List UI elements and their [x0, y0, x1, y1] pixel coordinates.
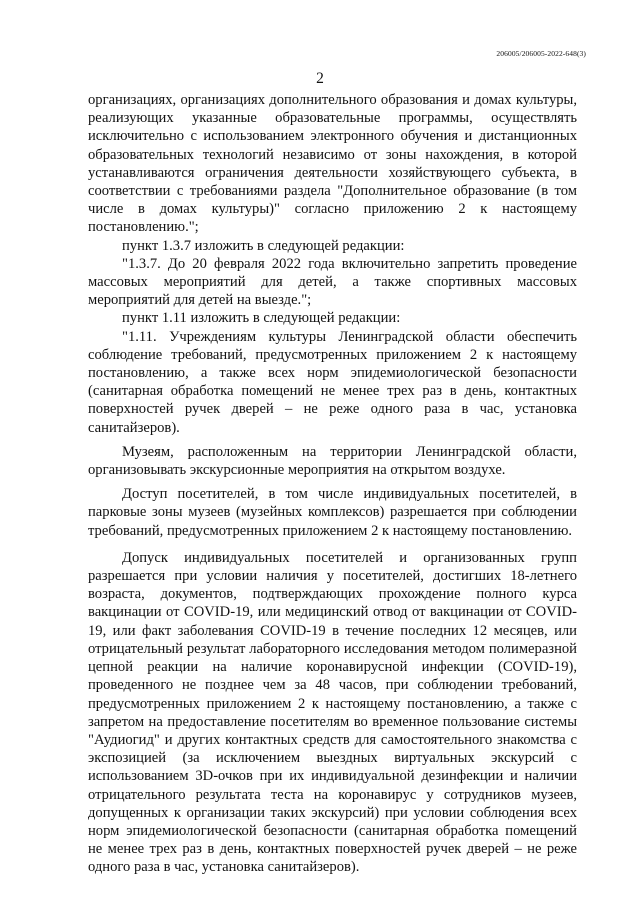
paragraph-clause-1-3-7: "1.3.7. До 20 февраля 2022 года включительно запретить проведение массовых мероприятий для детей, а также спортивных массовых мероприятий для детей на выезде.";: [88, 255, 577, 309]
paragraph-clause-1-11: "1.11. Учреждениям культуры Ленинградской области обеспечить соблюдение требований, предусмотренных приложением 2 к настоящему постановлению, а также всех норм эпидемиологической безопасности (санитарная обработка помещений не менее трех раз в день, контактных поверхностей ручек дверей – не реже одного раза в час, установка санитайзеров).: [88, 328, 577, 436]
paragraph-visitor-admission: Допуск индивидуальных посетителей и организованных групп разрешается при условии наличия у посетителей, достигших 18-летнего возраста, документов, подтверждающих прохождение полного курса вакцинации от COVID-19, или медицинский отвод от вакцинации от COVID-19, или факт заболевания COVID-19 в течение последних 12 месяцев, или отрицательный результат лабораторного исследования методом полимеразной цепной реакции на наличие коронавирусной инфекции (COVID-19), проведенного не позднее чем за 48 часов, при соблюдении требований, предусмотренных приложением 2 к настоящему постановлению, а также с запретом на предоставление посетителям во временное пользование системы "Аудиогид" и других контактных средств для самостоятельного знакомства с экспозицией (за исключением выездных виртуальных экскурсий с использованием 3D-очков при их индивидуальной дезинфекции и наличии отрицательного результата теста на коронавирус у сотрудников музеев, допущенных к организации таких экскурсий) при условии соблюдения всех норм эпидемиологической безопасности (санитарная обработка помещений не менее трех раз в день, контактных поверхностей ручек дверей – не реже одного раза в час, установка санитайзеров).: [88, 549, 577, 876]
paragraph-continuation: организациях, организациях дополнительного образования и домах культуры, реализующих указанные образовательные программы, осуществлять исключительно с использованием электронного обучения и дистанционных образовательных технологий независимо от зоны нахождения, в которой устанавливаются ограничения деятельности хозяйствующего субъекта, в соответствии с требованиями раздела "Дополнительное образование (в том числе в домах культуры)" согласно приложению 2 к настоящему постановлению.";: [88, 92, 577, 236]
paragraph-museums-outdoor: Музеям, расположенным на территории Ленинградской области, организовывать экскурсионные мероприятия на открытом воздухе.: [88, 443, 577, 479]
paragraph-instruction-1-3-7: пункт 1.3.7 изложить в следующей редакции:: [122, 237, 405, 254]
document-body: [88, 91, 577, 877]
paragraph-instruction-1-11: пункт 1.11 изложить в следующей редакции:: [122, 310, 401, 327]
page-number: 2: [316, 70, 324, 87]
paragraph-park-access: Доступ посетителей, в том числе индивидуальных посетителей, в парковые зоны музеев (музейных комплексов) разрешается при соблюдении требований, предусмотренных приложением 2 к настоящему постановлению.: [88, 486, 577, 539]
document-id: 206005/206005-2022-648(3): [496, 49, 586, 58]
